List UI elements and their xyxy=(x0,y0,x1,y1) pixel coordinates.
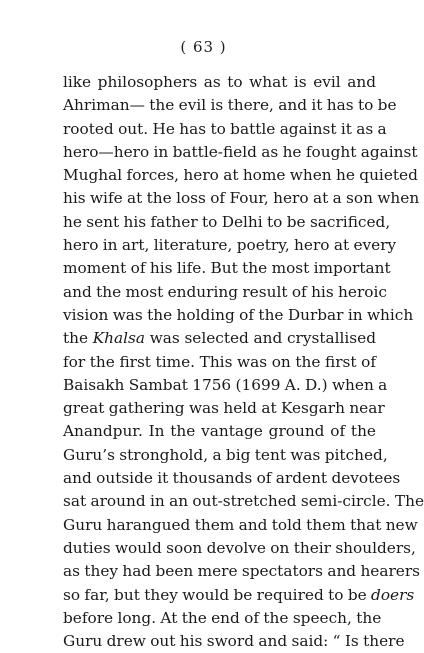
text-line: hero—hero in battle-field as he fought against xyxy=(63,142,418,161)
text-line: Guru’s stronghold, a big tent was pitched, xyxy=(63,445,388,464)
text-line: and outside it thousands of ardent devotees xyxy=(63,469,401,488)
italic-term-khalsa: Khalsa xyxy=(92,329,146,348)
text-line: Baisakh Sambat 1756 (1699 A. D.) when a xyxy=(63,375,388,394)
text-line: Ahriman— the evil is there, and it has to be xyxy=(63,96,397,115)
page-number: ( 63 ) xyxy=(180,38,227,56)
text-line: and the most enduring result of his heroic xyxy=(63,282,387,301)
text-line: before long. At the end of the speech, the xyxy=(63,608,382,627)
text-line: like philosophers as to what is evil and xyxy=(63,73,376,91)
text-line: moment of his life. But the most important xyxy=(63,259,391,278)
text-line: his wife at the loss of Four, hero at a son when xyxy=(63,189,420,208)
text-line: Anandpur. In the vantage ground of the xyxy=(63,422,376,441)
text-line: sat around in an out-stretched semi-circle. The xyxy=(63,492,424,511)
text-line: he sent his father to Delhi to be sacrificed, xyxy=(63,212,391,231)
text-line: great gathering was held at Kesgarh near xyxy=(63,399,385,418)
text-line: as they had been mere spectators and hearers xyxy=(63,562,421,581)
text-line: duties would soon devolve on their shoulders, xyxy=(63,538,416,557)
body-text xyxy=(63,71,424,653)
text-line: Guru drew out his sword and said: “ Is there xyxy=(63,632,405,651)
text-line-with-italic xyxy=(63,327,376,350)
line-segment: was selected and crystallised xyxy=(145,329,376,348)
text-line: rooted out. He has to battle against it as a xyxy=(63,119,387,138)
line-segment: the xyxy=(63,329,93,348)
italic-term-doers: doers xyxy=(371,585,415,604)
text-line: hero in art, literature, poetry, hero at every xyxy=(63,236,397,255)
text-line: for the first time. This was on the first of xyxy=(63,352,376,371)
text-line: vision was the holding of the Durbar in which xyxy=(63,305,414,324)
text-line: Guru harangued them and told them that new xyxy=(63,515,418,534)
text-line: Mughal forces, hero at home when he quieted xyxy=(63,166,418,185)
line-segment: so far, but they would be required to be xyxy=(63,585,372,604)
text-line-with-italic xyxy=(63,584,415,607)
